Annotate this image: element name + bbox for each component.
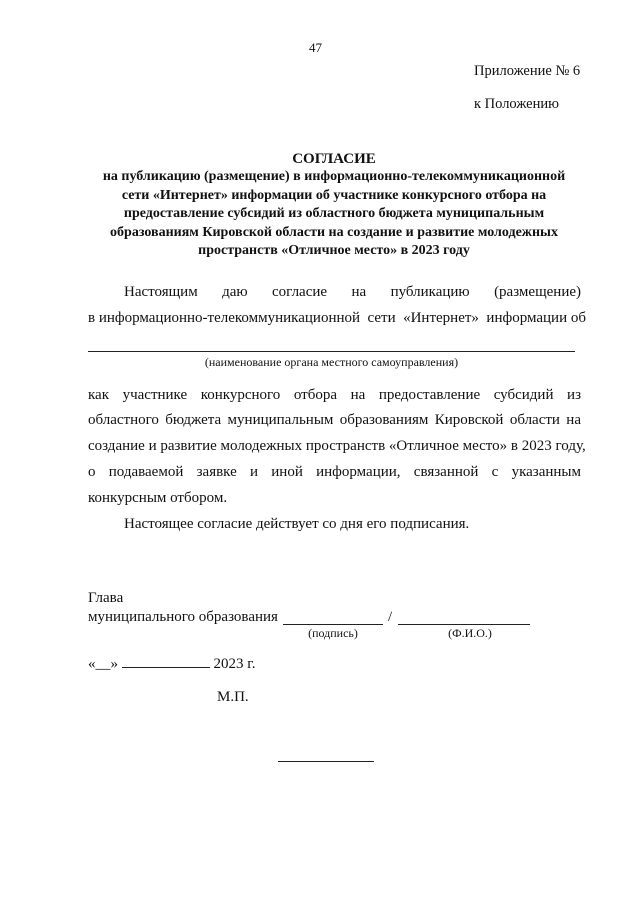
paragraph-2-line-5: конкурсным отбором. [88,490,228,506]
signatory-role-line-1: Глава [88,590,124,606]
appendix-label: Приложение № 6 [474,63,581,79]
document-title [84,150,584,261]
date-year: 2023 г. [213,656,256,672]
signatory-role-line-2: муниципального образования [88,609,278,625]
paragraph-1-line-2: в информационно-телекоммуникационной сети «Интернет» информации об [88,310,586,326]
signature-separator: / [388,609,393,625]
title-main: СОГЛАСИЕ [292,151,376,167]
word: публикацию [390,284,470,300]
title-line-3: предоставление субсидий из областного бюджета муниципальным [123,206,545,221]
word: (размещение) [494,284,581,300]
title-line-5: пространств «Отличное место» в 2023 году [198,243,470,258]
regulation-reference: к Положению [474,96,559,112]
paragraph-3: Настоящее согласие действует со дня его подписания. [124,516,470,532]
word: согласие [272,284,328,300]
word: Настоящим [124,284,198,300]
title-line-2: сети «Интернет» информации об участнике конкурсного отбора на [121,187,547,203]
date-line [88,655,255,673]
date-day-blank: «__» [88,656,118,672]
paragraph-2-line-1: как участнике конкурсного отбора на предоставление субсидий из [88,387,581,403]
full-name-caption: (Ф.И.О.) [448,626,492,640]
title-line-4: образованиям Кировской области на создание и развитие молодежных [110,224,558,240]
footer-rule [278,761,374,762]
organization-name-blank [88,351,575,352]
signature-blank [283,624,383,625]
stamp-placeholder: М.П. [217,689,249,705]
full-name-blank [398,624,530,625]
date-month-blank [122,655,210,668]
paragraph-2-line-2: областного бюджета муниципальным образованиям Кировской области на [88,412,581,428]
organization-name-caption: (наименование органа местного самоуправления) [204,355,459,369]
paragraph-1-line-1 [124,283,581,301]
word: на [351,284,367,300]
paragraph-2-line-4: о подаваемой заявке и иной информации, связанной с указанным [88,464,581,480]
paragraph-2-line-3: создание и развитие молодежных пространств «Отличное место» в 2023 году, [88,438,586,454]
page-number: 47 [309,40,322,55]
title-line-1: на публикацию (размещение) в информационно-телекоммуникационной [102,169,566,184]
signature-caption: (подпись) [308,626,358,640]
word: даю [222,284,248,300]
